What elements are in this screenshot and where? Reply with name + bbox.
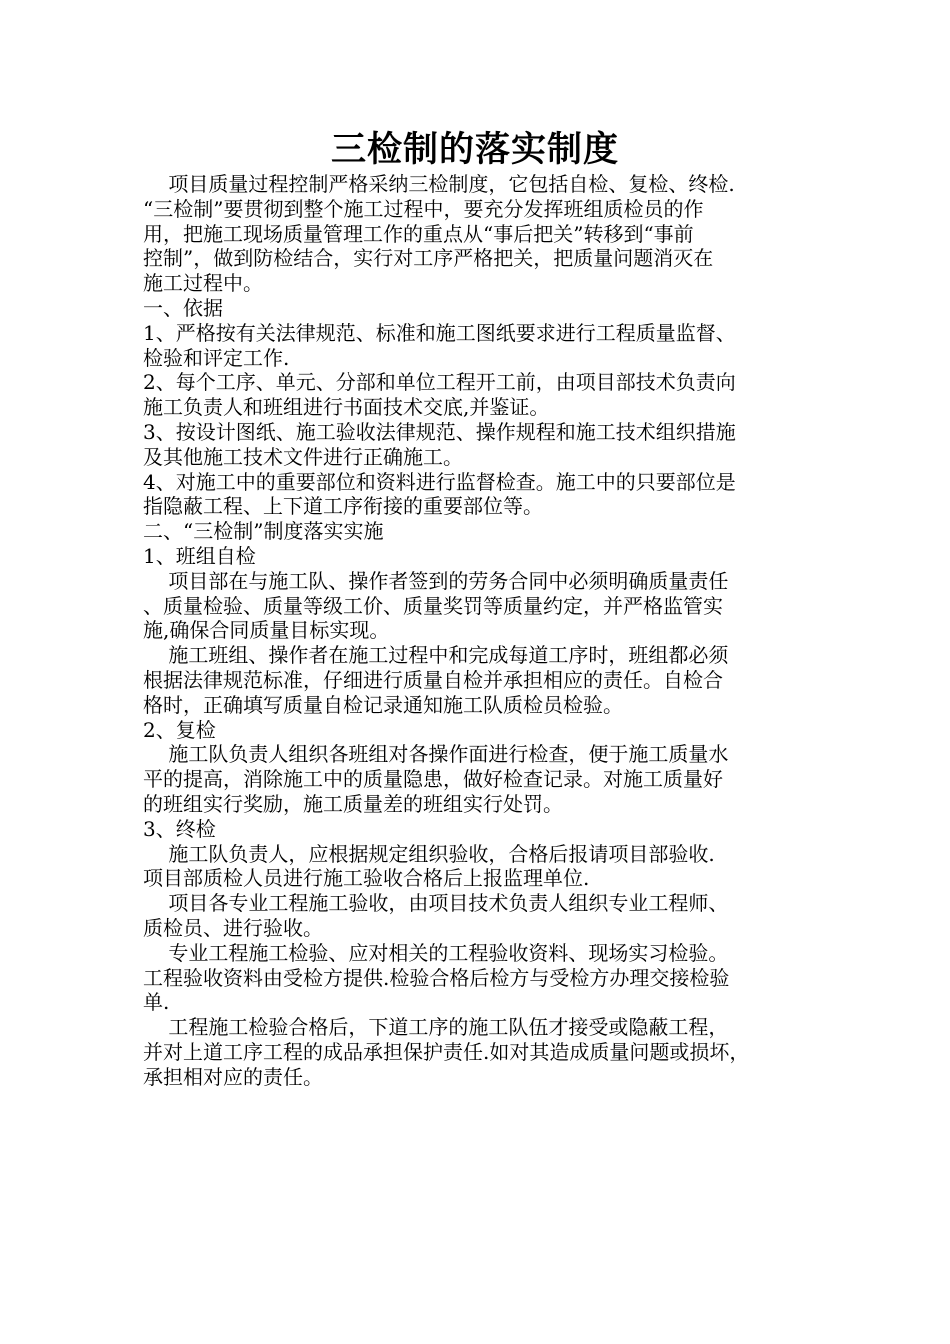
text-line: 施工过程中。 <box>143 271 263 296</box>
section-heading: 一、依据 <box>143 295 223 320</box>
text-line: 施工队负责人，应根据规定组织验收，合格后报请项目部验收. <box>143 841 715 866</box>
text-line: 4、对施工中的重要部位和资料进行监督检查。施工中的只要部位是 <box>143 469 736 494</box>
subsection-heading: 1、班组自检 <box>143 543 256 568</box>
text-line: 专业工程施工检验、应对相关的工程验收资料、现场实习检验。 <box>143 940 729 965</box>
text-line: 工程施工检验合格后，下道工序的施工队伍才接受或隐蔽工程， <box>143 1015 729 1040</box>
text-line: 项目各专业工程施工验收，由项目技术负责人组织专业工程师、 <box>143 891 729 916</box>
text-line: 用，把施工现场质量管理工作的重点从“事后把关”转移到“事前 <box>143 221 694 246</box>
text-line: 根据法律规范标准，仔细进行质量自检并承担相应的责任。自检合 <box>143 667 723 692</box>
document-body <box>143 172 818 1089</box>
subsection-heading: 3、终检 <box>143 816 216 841</box>
text-line: 施工队负责人组织各班组对各操作面进行检查，便于施工质量水 <box>143 742 729 767</box>
text-line: 项目部在与施工队、操作者签到的劳务合同中必须明确质量责任 <box>143 568 729 593</box>
text-line: 1、严格按有关法律规范、标准和施工图纸要求进行工程质量监督、 <box>143 320 736 345</box>
text-line: 、质量检验、质量等级工价、质量奖罚等质量约定，并严格监管实 <box>143 593 723 618</box>
text-line: 3、按设计图纸、施工验收法律规范、操作规程和施工技术组织措施 <box>143 419 736 444</box>
text-line: 检验和评定工作. <box>143 345 290 370</box>
text-line: 项目质量过程控制严格采纳三检制度，它包括自检、复检、终检. <box>143 172 735 196</box>
text-line: 及其他施工技术文件进行正确施工。 <box>143 444 463 469</box>
text-line: 平的提高，消除施工中的质量隐患，做好检查记录。对施工质量好 <box>143 767 723 792</box>
text-line: 施工班组、操作者在施工过程中和完成每道工序时，班组都必须 <box>143 643 729 668</box>
subsection-heading: 2、复检 <box>143 717 216 742</box>
text-line: 施,确保合同质量目标实现。 <box>143 618 390 643</box>
text-line: 项目部质检人员进行施工验收合格后上报监理单位. <box>143 866 590 891</box>
text-line: 施工负责人和班组进行书面技术交底,并鉴证。 <box>143 395 550 420</box>
text-line: 格时，正确填写质量自检记录通知施工队质检员检验。 <box>143 692 623 717</box>
section-heading: 二、“三检制”制度落实实施 <box>143 519 384 544</box>
text-line: “三检制”要贯彻到整个施工过程中，要充分发挥班组质检员的作 <box>143 196 704 221</box>
text-line: 单. <box>143 990 170 1015</box>
text-line: 指隐蔽工程、上下道工序衔接的重要部位等。 <box>143 494 543 519</box>
text-line: 的班组实行奖励，施工质量差的班组实行处罚。 <box>143 791 563 816</box>
text-line: 承担相对应的责任。 <box>143 1064 323 1089</box>
text-line: 控制”，做到防检结合，实行对工序严格把关，把质量问题消灭在 <box>143 246 714 271</box>
text-line: 并对上道工序工程的成品承担保护责任.如对其造成质量问题或损坏， <box>143 1039 750 1064</box>
text-line: 质检员、进行验收。 <box>143 915 323 940</box>
text-line: 2、每个工序、单元、分部和单位工程开工前，由项目部技术负责向 <box>143 370 736 395</box>
text-line: 工程验收资料由受检方提供.检验合格后检方与受检方办理交接检验 <box>143 965 730 990</box>
document-title: 三检制的落实制度 <box>330 130 619 170</box>
